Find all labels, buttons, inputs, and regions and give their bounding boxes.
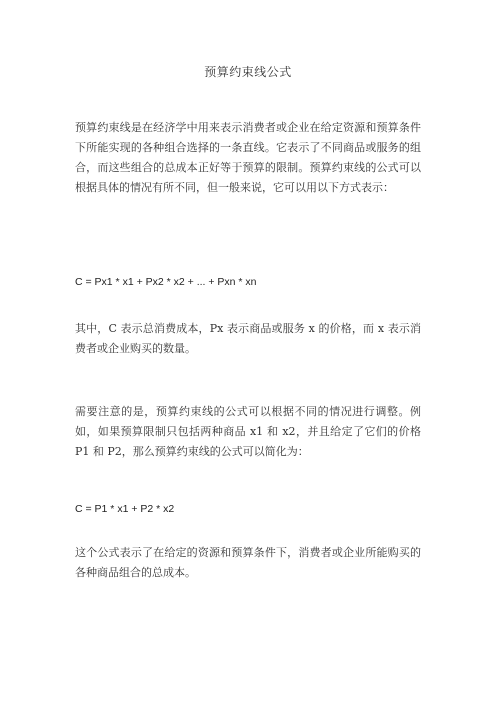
paragraph-variables: 其中，C 表示总消费成本，Px 表示商品或服务 x 的价格，而 x 表示消费者或企业购买的数量。 — [75, 322, 421, 355]
paragraph-conclusion: 这个公式表示了在给定的资源和预算条件下，消费者或企业所能购买的各种商品组合的总成本。 — [75, 546, 421, 579]
paragraph-definition: 预算约束线是在经济学中用来表示消费者或企业在给定资源和预算条件下所能实现的各种组合选择的一条直线。它表示了不同商品或服务的组合，而这些组合的总成本正好等于预算的限制。预算约束线的公式可以根据具体的情况有所不同，但一般来说，它可以用以下方式表示： — [75, 121, 421, 194]
document-title: 预算约束线公式 — [204, 65, 292, 79]
formula-two-goods: C = P1 * x1 + P2 * x2 — [75, 503, 175, 515]
formula-general: C = Px1 * x1 + Px2 * x2 + ... + Pxn * xn — [75, 276, 257, 288]
paragraph-adjustment: 需要注意的是，预算约束线的公式可以根据不同的情况进行调整。例如，如果预算限制只包括两种商品 x1 和 x2，并且给定了它们的价格 P1 和 P2，那么预算约束线的公式可以简化为： — [75, 405, 421, 458]
